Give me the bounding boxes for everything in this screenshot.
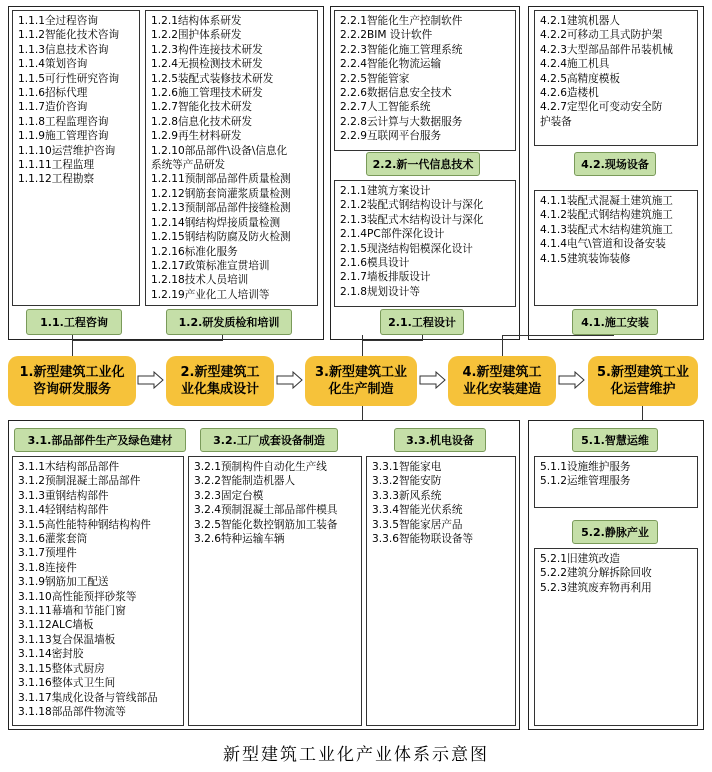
label-1-1-engineering-consulting: 1.1.工程咨询 [26, 309, 122, 335]
list-item: 3.1.9钢筋加工配送 [18, 576, 109, 589]
list-item: 4.2.6造楼机 [540, 87, 599, 100]
label-4-2-site-equipment: 4.2.现场设备 [574, 152, 656, 176]
list-item: 1.2.17政策标准宣贯培训 [151, 259, 270, 272]
list-item: 1.2.7智能化技术研发 [151, 101, 253, 114]
list-item: 1.1.3信息技术咨询 [18, 43, 109, 56]
list-item: 5.1.2运维管理服务 [540, 475, 631, 488]
stage-1-consulting-rd: 1.新型建筑工业化 咨询研发服务 [8, 356, 136, 406]
list-item: 1.2.9再生材料研发 [151, 130, 242, 143]
label-2-1-engineering-design: 2.1.工程设计 [380, 309, 464, 335]
list-item: 1.1.7造价咨询 [18, 101, 88, 114]
list-item: 2.2.3智能化施工管理系统 [340, 43, 463, 56]
list-item: 3.2.6特种运输车辆 [194, 533, 285, 546]
list-item: 3.1.3重钢结构部件 [18, 489, 109, 502]
connector-1-2 [222, 335, 223, 341]
list-item: 1.2.5装配式装修技术研发 [151, 72, 274, 85]
list-item: 2.1.2装配式钢结构设计与深化 [340, 199, 484, 212]
list-2-2 [334, 10, 516, 151]
list-item: 3.1.7预埋件 [18, 547, 77, 560]
label-2-2-new-info-tech: 2.2.新一代信息技术 [366, 152, 480, 176]
figure-caption: 新型建筑工业化产业体系示意图 [223, 745, 489, 765]
list-item: 3.1.8连接件 [18, 561, 77, 574]
list-item: 1.2.14钢结构焊接质量检测 [151, 216, 281, 229]
stage-2-integrated-design: 2.新型建筑工 业化集成设计 [166, 356, 274, 406]
list-item: 3.1.14密封胶 [18, 648, 84, 661]
stage-3-production: 3.新型建筑工业 化生产制造 [305, 356, 417, 406]
list-4-1 [534, 190, 698, 306]
list-item: 3.1.18部品部件物流等 [18, 705, 126, 718]
arrow-icon [138, 372, 164, 388]
list-item: 3.1.1木结构部品部件 [18, 461, 120, 473]
list-item: 4.1.2装配式钢结构建筑施工 [540, 209, 673, 222]
list-item: 3.3.5智能家居产品 [372, 518, 463, 531]
list-item: 4.1.1装配式混凝土建筑施工 [540, 195, 673, 207]
list-item: 3.2.2智能制造机器人 [194, 475, 296, 488]
list-item: 4.2.1建筑机器人 [540, 15, 620, 27]
list-item: 3.2.1预制构件自动化生产线 [194, 461, 327, 473]
label-5-1-smart-operation: 5.1.智慧运维 [572, 428, 658, 452]
arrow-icon [559, 372, 585, 388]
list-item: 1.1.4策划咨询 [18, 58, 88, 71]
list-item: 3.2.4预制混凝土部品部件模具 [194, 504, 338, 517]
list-item: 3.1.5高性能特种钢结构构件 [18, 518, 151, 531]
list-item: 3.3.2智能安防 [372, 475, 442, 488]
list-5-1 [534, 456, 698, 508]
list-item: 2.1.5现浇结构铝模深化设计 [340, 242, 473, 255]
list-item: 1.2.1结构体系研发 [151, 15, 242, 27]
connector-3-down [362, 406, 363, 420]
connector-3 [362, 335, 363, 356]
list-3-3 [366, 456, 516, 726]
list-item: 1.1.11工程监理 [18, 159, 95, 172]
list-item: 1.2.8信息化技术研发 [151, 115, 253, 128]
list-item: 2.1.1建筑方案设计 [340, 185, 431, 197]
list-item: 5.2.1旧建筑改造 [540, 553, 620, 565]
list-item: 2.1.4PC部件深化设计 [340, 228, 445, 241]
list-item: 3.1.13复合保温墙板 [18, 633, 116, 646]
arrow-icon [420, 372, 446, 388]
list-item: 1.1.2智能化技术咨询 [18, 29, 120, 42]
list-item: 2.1.7墙板排版设计 [340, 271, 431, 284]
list-item: 2.2.6数据信息安全技术 [340, 87, 452, 100]
arrow-icon [277, 372, 303, 388]
list-item: 2.1.6模具设计 [340, 257, 410, 270]
connector-1-h [72, 340, 222, 341]
list-item: 1.1.8工程监理咨询 [18, 115, 109, 128]
list-3-2 [188, 456, 362, 726]
list-item: 1.2.4无损检测技术研发 [151, 58, 263, 71]
list-item: 1.2.13预制部品部件接缝检测 [151, 202, 291, 215]
list-item: 2.2.5智能管家 [340, 72, 410, 85]
list-item: 4.2.2可移动工具式防护架 [540, 29, 663, 42]
label-1-2-rd-quality-training: 1.2.研发质检和培训 [166, 309, 292, 335]
list-item: 3.1.4轻钢结构部件 [18, 504, 109, 517]
list-item: 3.1.6灌浆套筒 [18, 533, 88, 546]
list-item: 3.1.17集成化设备与管线部品 [18, 691, 158, 704]
list-item: 1.2.3构件连接技术研发 [151, 43, 263, 56]
list-item: 2.1.8规划设计等 [340, 285, 420, 298]
list-4-2 [534, 10, 698, 146]
stage-5-operation: 5.新型建筑工业 化运营维护 [588, 356, 698, 406]
list-item: 1.1.1全过程咨询 [18, 15, 98, 27]
list-item: 1.2.19产业化工人培训等 [151, 288, 270, 301]
list-item: 5.2.3建筑废弃物再利用 [540, 581, 652, 594]
list-item: 3.1.10高性能预拌砂浆等 [18, 590, 137, 603]
list-item: 1.2.12钢筋套筒灌浆质量检测 [151, 187, 291, 200]
list-item: 3.1.2预制混凝土部品部件 [18, 475, 141, 488]
connector-3-h [362, 340, 422, 341]
list-item: 1.2.16标准化服务 [151, 245, 238, 258]
list-item: 4.1.4电气\管道和设备安装 [540, 238, 666, 251]
list-2-1 [334, 180, 516, 307]
connector-5-down [642, 406, 643, 420]
list-1-1 [12, 10, 140, 306]
list-item: 2.2.8云计算与大数据服务 [340, 115, 463, 128]
list-item: 2.2.4智能化物流运输 [340, 58, 442, 71]
connector-1 [72, 335, 73, 356]
list-item: 3.3.4智能光伏系统 [372, 504, 463, 517]
list-item: 4.1.5建筑装饰装修 [540, 252, 631, 265]
list-item: 2.2.7人工智能系统 [340, 101, 431, 114]
list-item: 1.1.5可行性研究咨询 [18, 72, 120, 85]
list-item: 4.1.3装配式木结构建筑施工 [540, 223, 673, 236]
list-item: 3.2.5智能化数控钢筋加工装备 [194, 518, 338, 531]
list-item: 1.2.18技术人员培训 [151, 274, 249, 287]
label-3-2-factory-equipment: 3.2.工厂成套设备制造 [200, 428, 338, 452]
list-item: 4.2.3大型部品部件吊装机械 [540, 43, 673, 56]
label-3-3-electromechanical: 3.3.机电设备 [394, 428, 486, 452]
list-item: 1.2.6施工管理技术研发 [151, 87, 263, 100]
list-item: 5.2.2建筑分解拆除回收 [540, 567, 652, 580]
list-item: 3.3.3新风系统 [372, 489, 442, 502]
list-item: 2.2.1智能化生产控制软件 [340, 15, 463, 27]
list-item: 5.1.1设施维护服务 [540, 461, 631, 473]
list-item: 3.1.12ALC墙板 [18, 619, 94, 632]
list-item: 3.2.3固定台模 [194, 489, 264, 502]
list-item: 3.3.6智能物联设备等 [372, 533, 474, 546]
list-item: 4.2.7定型化可变动安全防 [540, 101, 663, 114]
list-item: 2.2.2BIM 设计软件 [340, 29, 433, 42]
list-1-2 [145, 10, 318, 306]
list-item: 2.1.3装配式木结构设计与深化 [340, 213, 484, 226]
connector-3-2 [422, 335, 423, 341]
list-5-2 [534, 548, 698, 726]
label-4-1-construction-install: 4.1.施工安装 [572, 309, 658, 335]
list-item: 1.2.2围护体系研发 [151, 29, 242, 42]
list-item: 4.2.4施工机具 [540, 58, 610, 71]
label-5-2-venous-industry: 5.2.静脉产业 [572, 520, 658, 544]
connector-4-h [502, 335, 614, 336]
list-3-1 [12, 456, 184, 726]
list-item: 3.1.16整体式卫生间 [18, 677, 116, 690]
list-item: 4.2.5高精度模板 [540, 72, 620, 85]
list-item: 1.1.6招标代理 [18, 87, 88, 100]
connector-4 [502, 335, 503, 356]
list-item: 3.3.1智能家电 [372, 461, 442, 473]
list-item: 3.1.11幕墙和节能门窗 [18, 605, 126, 618]
list-item: 1.1.12工程勘察 [18, 173, 95, 186]
list-item: 1.1.10运营维护咨询 [18, 144, 116, 157]
list-item: 1.2.15钢结构防腐及防火检测 [151, 231, 291, 244]
list-item: 护装备 [540, 115, 572, 128]
list-item: 2.2.9互联网平台服务 [340, 130, 442, 143]
list-item: 系统等产品研发 [151, 159, 226, 172]
list-item: 3.1.15整体式厨房 [18, 662, 105, 675]
list-item: 1.1.9施工管理咨询 [18, 130, 109, 143]
list-item: 1.2.11预制部品部件质量检测 [151, 173, 291, 186]
stage-4-installation: 4.新型建筑工 业化安装建造 [448, 356, 556, 406]
label-3-1-components-green-materials: 3.1.部品部件生产及绿色建材 [14, 428, 186, 452]
list-item: 1.2.10部品部件\设备\信息化 [151, 144, 288, 157]
